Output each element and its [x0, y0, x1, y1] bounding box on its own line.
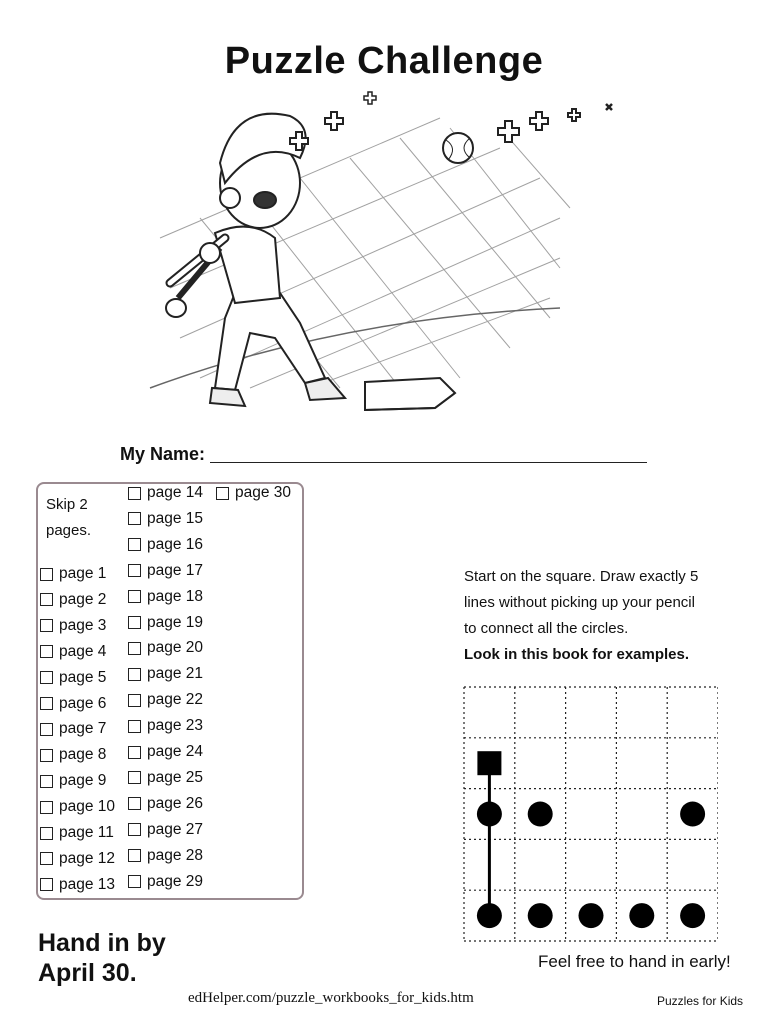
checklist-label: page 6	[59, 694, 107, 712]
checkbox[interactable]	[40, 697, 53, 710]
checklist-item[interactable]	[128, 691, 203, 709]
checkbox[interactable]	[128, 875, 141, 888]
checklist-label: page 30	[235, 484, 292, 501]
footer-brand: Puzzles for Kids	[657, 994, 744, 1008]
checklist-item[interactable]	[40, 876, 115, 894]
checklist-label: page 29	[147, 872, 204, 890]
instruction-line: lines without picking up your pencil	[464, 594, 695, 611]
checklist-item[interactable]	[40, 720, 106, 738]
checklist-item[interactable]	[128, 743, 203, 761]
checklist-label: page 2	[59, 590, 107, 608]
page-title: Puzzle Challenge	[224, 40, 544, 82]
checkbox[interactable]	[128, 746, 141, 759]
checkbox[interactable]	[128, 642, 141, 655]
due-line-2: April 30.	[38, 959, 137, 987]
checkbox[interactable]	[216, 487, 229, 500]
checklist-item[interactable]	[128, 795, 203, 813]
early-note: Feel free to hand in early!	[538, 952, 731, 971]
checklist-item[interactable]	[40, 643, 106, 661]
checkbox[interactable]	[128, 590, 141, 603]
checkbox[interactable]	[40, 852, 53, 865]
checklist-label: page 24	[147, 743, 204, 760]
checklist-label: page 7	[59, 720, 107, 738]
checklist-label: page 25	[147, 768, 204, 786]
checkbox[interactable]	[128, 538, 141, 551]
checkbox[interactable]	[40, 827, 53, 840]
name-input-line[interactable]	[210, 462, 647, 463]
checklist-item[interactable]	[40, 850, 115, 868]
skip-pages-note: Skip 2 pages.	[46, 496, 92, 539]
checkbox[interactable]	[40, 723, 53, 736]
checklist-label: page 15	[147, 509, 204, 527]
checkbox[interactable]	[128, 616, 141, 629]
checkbox[interactable]	[40, 671, 53, 684]
checklist-item[interactable]	[128, 614, 203, 632]
instruction-line: to connect all the circles.	[464, 620, 629, 637]
puzzle-circle	[680, 903, 705, 928]
due-date	[38, 928, 166, 988]
checkbox[interactable]	[128, 849, 141, 862]
instruction-line: Start on the square. Draw exactly 5	[464, 568, 699, 585]
checklist-label: page 28	[147, 846, 204, 864]
checklist-label: page 5	[59, 668, 107, 686]
puzzle-circle	[477, 903, 502, 928]
checklist-label: page 10	[59, 798, 116, 816]
checkbox[interactable]	[128, 487, 141, 500]
checkbox[interactable]	[128, 668, 141, 681]
checklist-item[interactable]	[40, 617, 106, 635]
puzzle-circle	[680, 802, 705, 827]
footer-url[interactable]: edHelper.com/puzzle_workbooks_for_kids.htm	[188, 990, 474, 1006]
checklist-label: page 4	[59, 642, 107, 660]
checkbox[interactable]	[40, 878, 53, 891]
checklist-item[interactable]	[40, 669, 106, 687]
checklist-label: page 9	[59, 772, 107, 790]
checkbox[interactable]	[128, 694, 141, 707]
checklist-item[interactable]	[40, 824, 114, 842]
puzzle-circle	[629, 903, 654, 928]
puzzle-circle	[528, 802, 553, 827]
checklist-label: page 13	[59, 875, 116, 893]
checkbox[interactable]	[128, 720, 141, 733]
dot-puzzle-grid[interactable]	[462, 685, 718, 943]
checkbox[interactable]	[40, 749, 53, 762]
checklist-item[interactable]	[128, 717, 203, 735]
checkbox[interactable]	[40, 593, 53, 606]
start-square	[477, 751, 501, 775]
checklist-label: page 17	[147, 561, 204, 579]
checklist-label: page 16	[147, 535, 204, 553]
checklist-label: page 8	[59, 746, 107, 764]
checklist-item[interactable]	[128, 484, 203, 502]
checklist-label: page 3	[59, 616, 107, 634]
checklist-label: page 23	[147, 717, 204, 735]
checklist-item[interactable]	[128, 665, 203, 683]
checklist-item[interactable]	[40, 772, 106, 790]
due-line-1: Hand in by	[38, 929, 166, 957]
checklist-label: page 27	[147, 820, 204, 838]
checklist-label: page 14	[147, 484, 204, 501]
checklist-item[interactable]	[128, 769, 203, 787]
checklist-item[interactable]	[40, 746, 106, 764]
puzzle-circle	[528, 903, 553, 928]
checkbox[interactable]	[128, 771, 141, 784]
checklist-label: page 22	[147, 691, 204, 709]
checkbox[interactable]	[128, 512, 141, 525]
checklist-label: page 1	[59, 565, 107, 582]
checkbox[interactable]	[40, 801, 53, 814]
checklist-item[interactable]	[128, 873, 203, 891]
checkbox[interactable]	[128, 823, 141, 836]
checklist-item[interactable]	[40, 565, 106, 583]
checkbox[interactable]	[40, 645, 53, 658]
checklist-item[interactable]	[40, 695, 106, 713]
puzzle-instructions	[464, 564, 744, 668]
name-label: My Name:	[120, 444, 206, 464]
checklist-item[interactable]	[128, 562, 203, 580]
checklist-item[interactable]	[128, 536, 203, 554]
checklist-label: page 26	[147, 794, 204, 812]
checklist-item[interactable]	[40, 591, 106, 609]
checklist-item[interactable]	[128, 588, 203, 606]
checklist-item[interactable]	[128, 510, 203, 528]
checklist-label: page 19	[147, 613, 204, 631]
checklist-item[interactable]	[216, 484, 291, 502]
puzzle-circle	[477, 802, 502, 827]
checkbox[interactable]	[40, 775, 53, 788]
checklist-label: page 18	[147, 587, 204, 605]
checklist-item[interactable]	[128, 639, 203, 657]
checklist-item[interactable]	[40, 798, 115, 816]
checklist-label: page 20	[147, 639, 204, 657]
checklist-label: page 12	[59, 849, 116, 867]
baseball-player-illustration	[140, 88, 620, 428]
checkbox[interactable]	[128, 564, 141, 577]
checklist-label: page 11	[59, 824, 114, 841]
checkbox[interactable]	[128, 797, 141, 810]
checklist-label: page 21	[147, 665, 204, 683]
checklist-item[interactable]	[128, 821, 203, 839]
instruction-line-bold: Look in this book for examples.	[464, 646, 690, 663]
puzzle-circle	[579, 903, 604, 928]
checkbox[interactable]	[40, 568, 53, 581]
checkbox[interactable]	[40, 619, 53, 632]
checklist-item[interactable]	[128, 847, 203, 865]
